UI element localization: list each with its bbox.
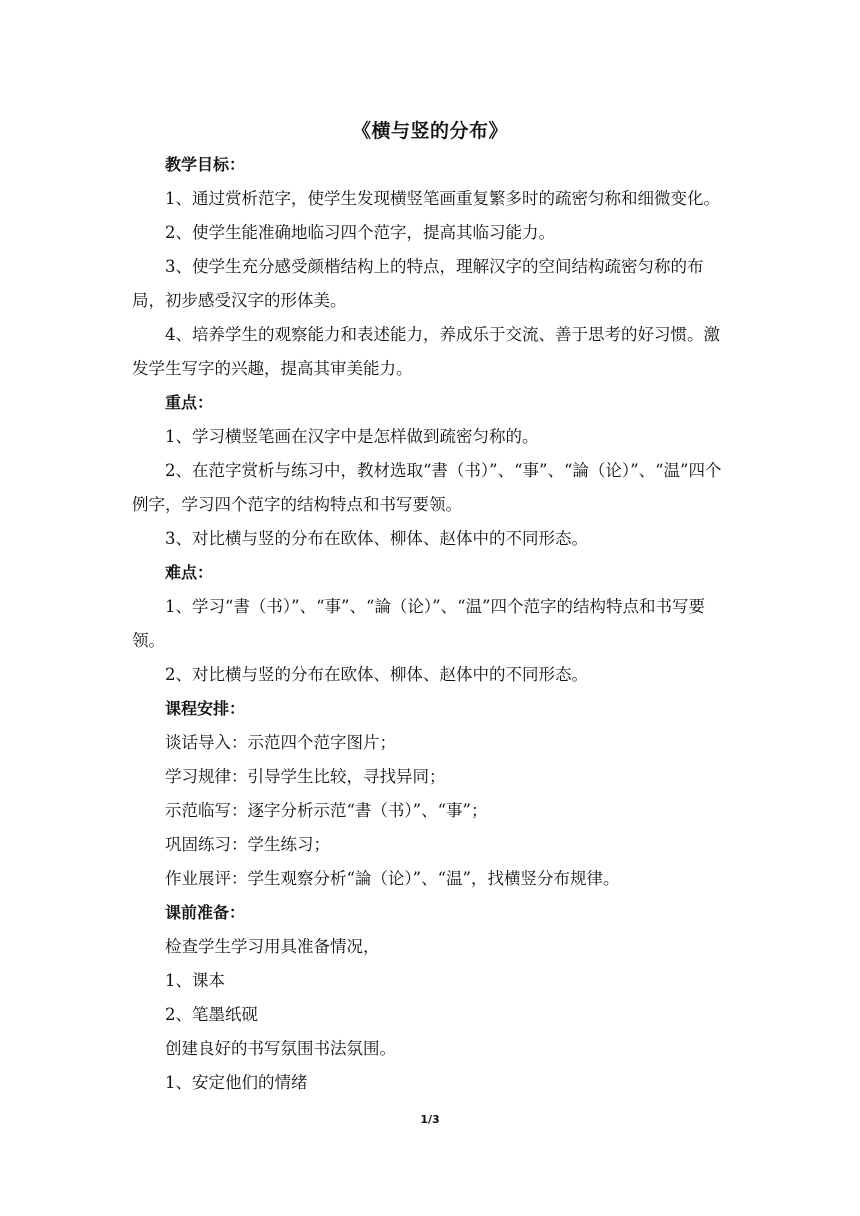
key-point-item: 2、在范字赏析与练习中，教材选取“書（书）”、“事”、“論（论）”、“温”四个例字，学习四个范字的结构特点和书写要领。 (132, 461, 722, 514)
objective-item: 3、使学生充分感受颜楷结构上的特点，理解汉字的空间结构疏密匀称的布局，初步感受汉字的形体美。 (132, 257, 704, 310)
schedule-item: 作业展评：学生观察分析“論（论）”、“温”，找横竖分布规律。 (165, 869, 620, 888)
preparation-item: 创建良好的书写氛围书法氛围。 (165, 1039, 396, 1058)
schedule-heading: 课程安排： (165, 699, 246, 718)
preparation-item: 1、课本 (165, 971, 225, 990)
schedule-item: 巩固练习：学生练习； (165, 835, 330, 854)
key-point-item: 3、对比横与竖的分布在欧体、柳体、赵体中的不同形态。 (165, 529, 588, 548)
schedule-item: 示范临写：逐字分析示范“書（书）”、“事”； (165, 801, 488, 820)
preparation-item: 1、安定他们的情绪 (165, 1073, 308, 1092)
document-body (132, 148, 734, 1100)
preparation-item: 2、笔墨纸砚 (165, 1005, 258, 1024)
difficulty-item: 2、对比横与竖的分布在欧体、柳体、赵体中的不同形态。 (165, 665, 588, 684)
preparation-item: 检查学生学习用具准备情况， (165, 937, 380, 956)
preparation-heading: 课前准备： (165, 903, 246, 922)
objective-item: 4、培养学生的观察能力和表述能力，养成乐于交流、善于思考的好习惯。激发学生写字的兴趣，提高其审美能力。 (132, 325, 720, 378)
objective-item: 1、通过赏析范字，使学生发现横竖笔画重复繁多时的疏密匀称和细微变化。 (165, 189, 720, 208)
document-title: 《横与竖的分布》 (351, 120, 508, 142)
objective-item: 2、使学生能准确地临习四个范字，提高其临习能力。 (165, 223, 555, 242)
objectives-heading: 教学目标： (165, 155, 246, 174)
difficulties-heading: 难点： (165, 563, 214, 582)
key-points-heading: 重点： (165, 393, 214, 412)
schedule-item: 学习规律：引导学生比较，寻找异同； (165, 767, 446, 786)
page-number: 1/3 (420, 1113, 440, 1126)
key-point-item: 1、学习横竖笔画在汉字中是怎样做到疏密匀称的。 (165, 427, 539, 446)
difficulty-item: 1、学习“書（书）”、“事”、“論（论）”、“温”四个范字的结构特点和书写要领。 (132, 597, 705, 650)
schedule-item: 谈话导入：示范四个范字图片； (165, 733, 396, 752)
